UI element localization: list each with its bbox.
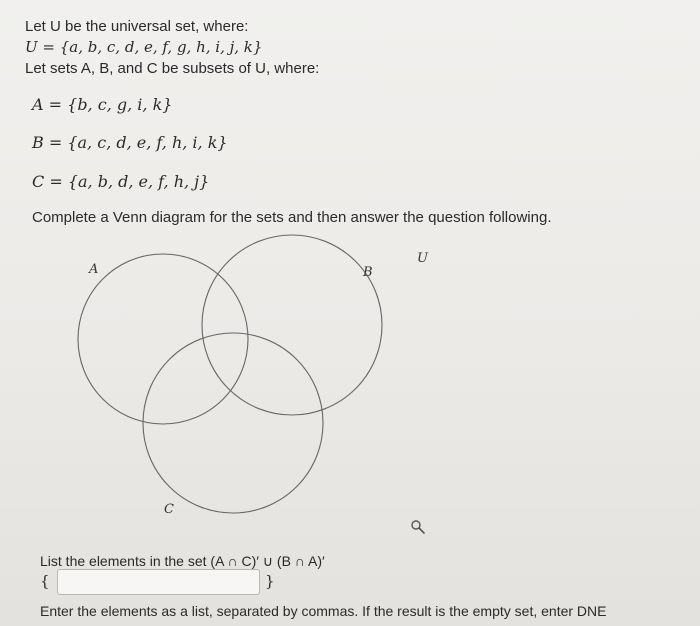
question-text: List the elements in the set (A ∩ C)′ ∪ (B ∩ A)′ (40, 553, 325, 569)
circle-a (78, 254, 248, 424)
magnifier-icon[interactable] (410, 519, 426, 535)
open-brace: { (40, 572, 50, 590)
venn-label-u: U (417, 251, 428, 266)
intro-line-3: Let sets A, B, and C be subsets of U, where: (25, 60, 320, 77)
venn-label-b: B (363, 265, 373, 280)
circle-c (143, 333, 323, 513)
circle-b (202, 235, 382, 415)
set-a-definition: A = {b, c, g, i, k} (32, 95, 173, 114)
venn-label-c: C (164, 502, 174, 517)
intro-line-1: Let U be the universal set, where: (25, 18, 249, 35)
answer-input[interactable] (57, 569, 260, 595)
set-b-definition: B = {a, c, d, e, f, h, i, k} (32, 133, 228, 152)
venn-label-a: A (89, 262, 99, 277)
answer-hint: Enter the elements as a list, separated by commas. If the result is the empty set, enter DNE (40, 603, 607, 619)
instruction-text: Complete a Venn diagram for the sets and then answer the question following. (32, 209, 552, 226)
close-brace: } (265, 572, 275, 590)
universal-set-definition: U = {a, b, c, d, e, f, g, h, i, j, k} (25, 38, 263, 56)
set-c-definition: C = {a, b, d, e, f, h, j} (32, 172, 210, 191)
